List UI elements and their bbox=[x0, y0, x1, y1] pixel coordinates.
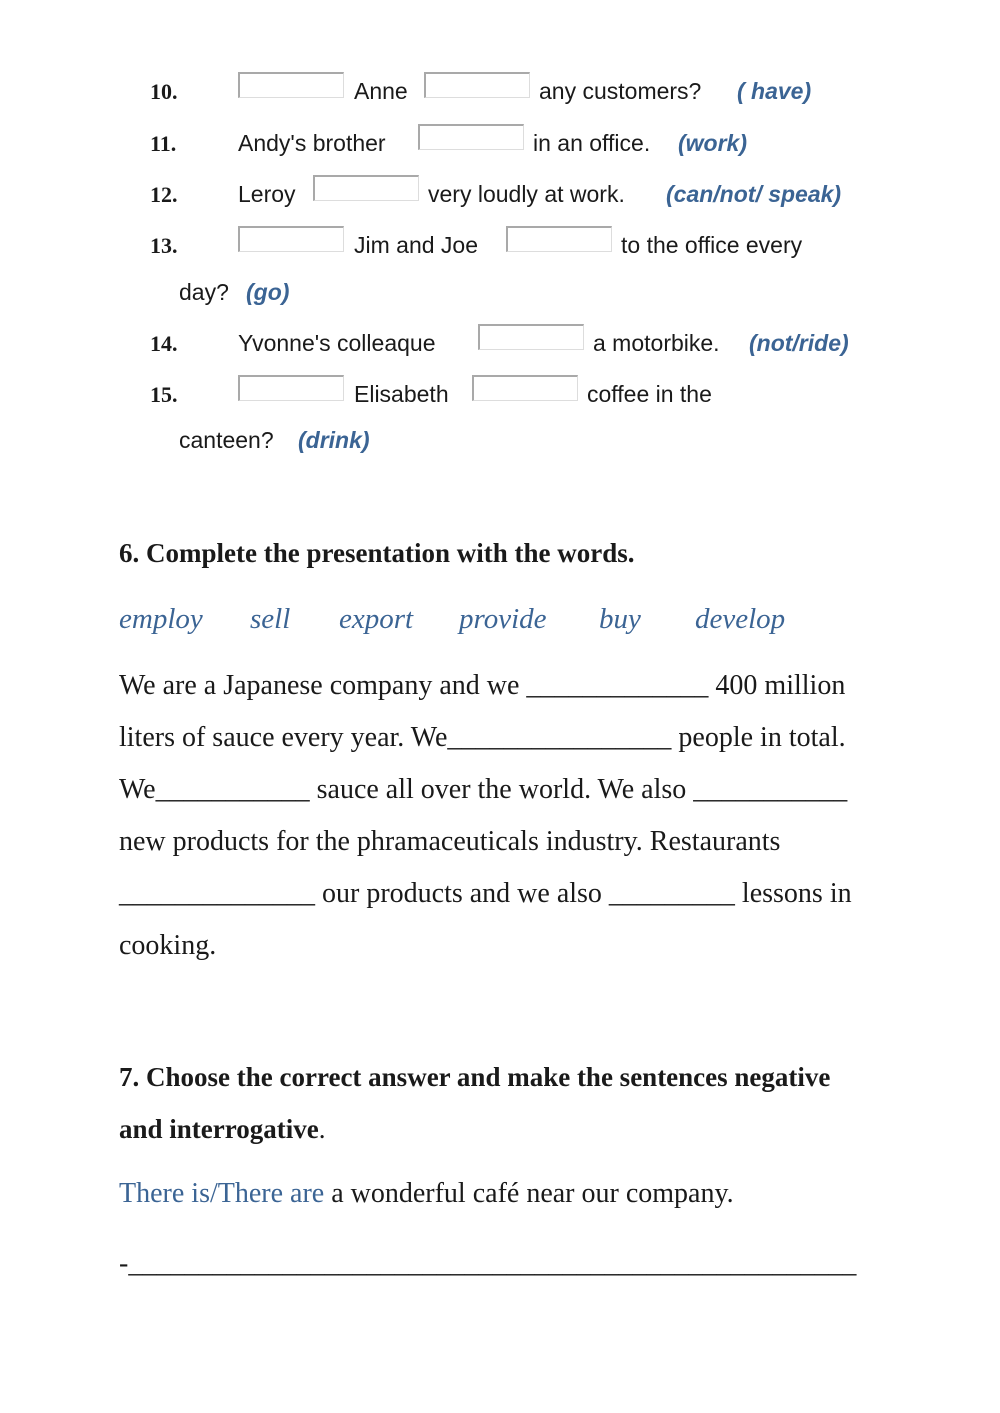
exercise-6-heading bbox=[119, 538, 634, 569]
item-text: Leroy bbox=[238, 181, 296, 207]
exercise-number: 6 bbox=[119, 538, 133, 568]
item-text: to the office every bbox=[621, 232, 803, 258]
exercise-title-period: . bbox=[318, 1114, 326, 1144]
sentence-rest: a wonderful café near our company. bbox=[324, 1178, 734, 1209]
presentation-line: We___________ sauce all over the world. We also ___________ bbox=[119, 774, 848, 805]
word-bank-item: provide bbox=[459, 603, 547, 635]
answer-box[interactable] bbox=[313, 175, 419, 201]
exercise-7-heading bbox=[119, 1062, 830, 1093]
word-bank-item: develop bbox=[695, 603, 786, 635]
exercise-title: . Choose the correct answer and make the sentences negative bbox=[132, 1062, 831, 1092]
item-text: day? bbox=[179, 279, 229, 305]
answer-box[interactable] bbox=[424, 72, 530, 98]
exercise-number: 7 bbox=[119, 1062, 133, 1092]
item-text: Elisabeth bbox=[354, 381, 449, 407]
word-bank-item: buy bbox=[599, 603, 641, 635]
item-text: Anne bbox=[354, 78, 408, 104]
item-number: 14. bbox=[150, 331, 178, 356]
answer-line[interactable]: -____________________________________________________ bbox=[119, 1248, 857, 1279]
answer-box[interactable] bbox=[478, 324, 584, 350]
verb-hint: (work) bbox=[678, 130, 747, 156]
item-text: a motorbike. bbox=[593, 330, 720, 356]
example-sentence bbox=[119, 1178, 734, 1210]
presentation-line: We are a Japanese company and we _____________ 400 million bbox=[119, 670, 846, 701]
presentation-line: ______________ our products and we also _________ lessons in bbox=[119, 878, 852, 909]
answer-box[interactable] bbox=[472, 375, 578, 401]
verb-hint: ( have) bbox=[737, 78, 812, 104]
item-text: coffee in the bbox=[587, 381, 712, 407]
item-text: Jim and Joe bbox=[354, 232, 479, 258]
answer-box[interactable] bbox=[238, 72, 344, 98]
exercise-title: and interrogative bbox=[119, 1114, 319, 1144]
presentation-line: new products for the phramaceuticals industry. Restaurants bbox=[119, 826, 781, 857]
item-number: 12. bbox=[150, 182, 178, 207]
verb-hint: (go) bbox=[246, 279, 290, 305]
word-bank-item: export bbox=[339, 603, 414, 635]
exercise-title: . Complete the presentation with the words. bbox=[132, 538, 635, 568]
item-text: very loudly at work. bbox=[428, 181, 625, 207]
item-number: 11. bbox=[150, 131, 177, 156]
verb-hint: (drink) bbox=[298, 427, 370, 453]
presentation-line: cooking. bbox=[119, 930, 217, 961]
item-number: 10. bbox=[150, 79, 178, 104]
item-text: Yvonne's colleaque bbox=[238, 330, 436, 356]
exercise-7-heading-cont bbox=[119, 1114, 325, 1145]
item-number: 15. bbox=[150, 382, 178, 407]
word-bank-item: employ bbox=[119, 603, 203, 635]
verb-hint: (can/not/ speak) bbox=[666, 181, 842, 207]
answer-box[interactable] bbox=[238, 226, 344, 252]
item-number: 13. bbox=[150, 233, 178, 258]
answer-box[interactable] bbox=[506, 226, 612, 252]
item-text: Andy's brother bbox=[238, 130, 386, 156]
answer-box[interactable] bbox=[418, 124, 524, 150]
item-text: canteen? bbox=[179, 427, 274, 453]
verb-hint: (not/ride) bbox=[749, 330, 849, 356]
answer-box[interactable] bbox=[238, 375, 344, 401]
item-text: in an office. bbox=[533, 130, 651, 156]
presentation-line: liters of sauce every year. We________________ people in total. bbox=[119, 722, 846, 753]
item-text: any customers? bbox=[539, 78, 702, 104]
word-bank-item: sell bbox=[250, 603, 291, 635]
sentence-choice: There is/There are bbox=[119, 1178, 325, 1209]
